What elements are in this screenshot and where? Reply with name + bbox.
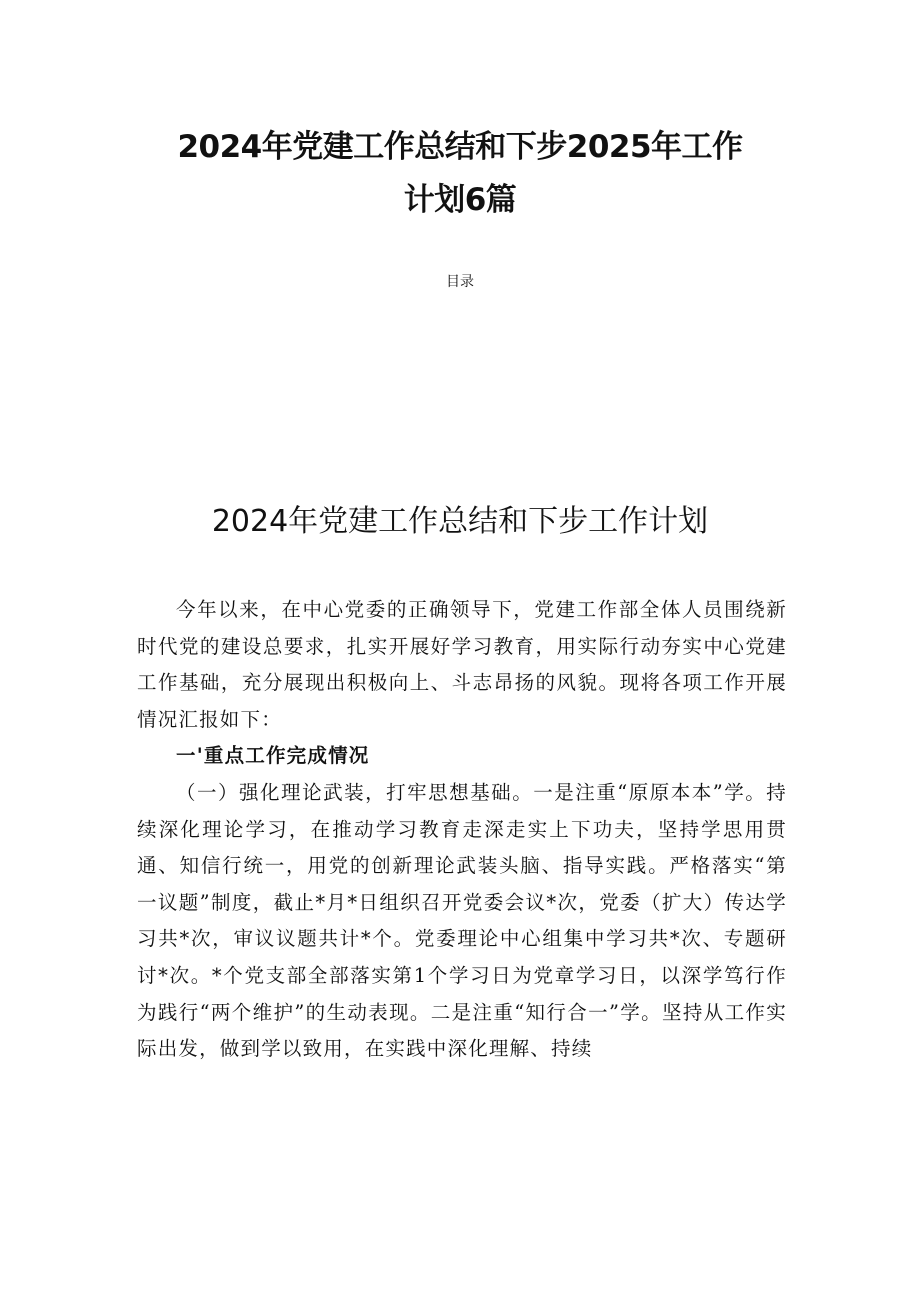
document-title-line2: 计划6篇	[403, 182, 517, 218]
body-paragraph: （一）强化理论武装，打牢思想基础。一是注重“原原本本”学。持续深化理论学习，在推动学习教育走深走实上下功夫，坚持学思用贯通、知信行统一，用党的创新理论武装头脑、指导实践。严格落实“第一议题”制度，截止*月*日组织召开党委会议*次，党委（扩大）传达学习共*次，审议议题共计*个。党委理论中心组集中学习共*次、专题研讨*次。*个党支部全部落实第1个学习日为党章学习日，以深学笃行作为践行“两个维护”的生动表现。二是注重“知行合一”学。坚持从工作实际出发，做到学以致用，在实践中深化理解、持续	[137, 780, 787, 1061]
intro-paragraph: 今年以来，在中心党委的正确领导下，党建工作部全体人员围绕新时代党的建设总要求，扎实开展好学习教育，用实际行动夯实中心党建工作基础，充分展现出积极向上、斗志昂扬的风貌。现将各项工作开展情况汇报如下：	[137, 598, 787, 731]
table-of-contents-label: 目录	[446, 274, 474, 290]
section-body	[137, 592, 787, 1068]
document-title-line1: 2024年党建工作总结和下步2025年工作	[177, 129, 743, 165]
subsection-heading: 一'重点工作完成情况	[176, 744, 370, 768]
section-title: 2024年党建工作总结和下步工作计划	[211, 504, 709, 539]
